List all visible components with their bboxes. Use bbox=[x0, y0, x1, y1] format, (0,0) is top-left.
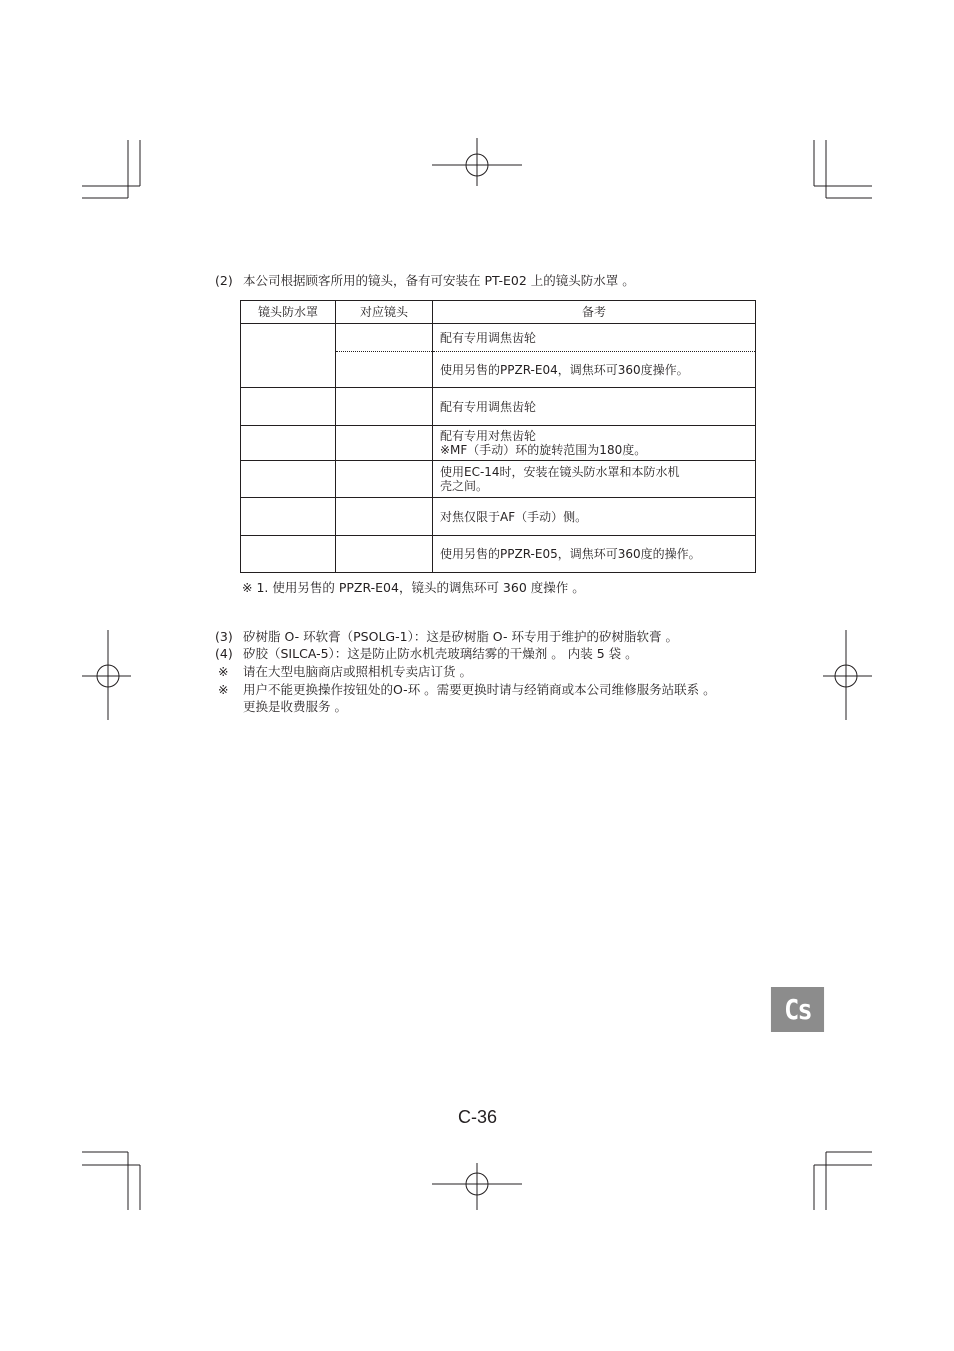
remark-cell: 配有专用调焦齿轮 bbox=[433, 388, 756, 426]
table-footnote: ※ 1. 使用另售的 PPZR-E04，镜头的调焦环可 360 度操作 。 bbox=[242, 580, 585, 595]
lens-cell bbox=[336, 498, 433, 536]
item-text: 本公司根据顾客所用的镜头，备有可安装在 PT-E02 上的镜头防水罩 。 bbox=[243, 273, 635, 288]
remark-cell bbox=[433, 426, 756, 461]
lens-port-cell bbox=[241, 324, 336, 388]
item-number: (4) bbox=[215, 646, 233, 661]
note-mark: ※ bbox=[218, 682, 229, 697]
table-row bbox=[241, 536, 756, 573]
lens-port-cell bbox=[241, 388, 336, 426]
table-row bbox=[241, 324, 756, 352]
remark-cell bbox=[433, 461, 756, 498]
header-compatible-lens: 对应镜头 bbox=[336, 301, 433, 324]
item-text: 请在大型电脑商店或照相机专卖店订货 。 bbox=[243, 664, 472, 679]
lens-port-table bbox=[240, 300, 756, 573]
remark-cell: 使用另售的PPZR-E04，调焦环可360度操作。 bbox=[433, 352, 756, 388]
lens-cell bbox=[336, 461, 433, 498]
table-row bbox=[241, 461, 756, 498]
remark-line: 配有专用对焦齿轮 bbox=[440, 429, 537, 443]
remark-cell: 使用另售的PPZR-E05，调焦环可360度的操作。 bbox=[433, 536, 756, 573]
remark-line: 壳之间。 bbox=[440, 479, 489, 493]
header-lens-port: 镜头防水罩 bbox=[241, 301, 336, 324]
lens-cell bbox=[336, 536, 433, 573]
lens-port-cell bbox=[241, 498, 336, 536]
item-text: 更换是收费服务 。 bbox=[243, 699, 347, 714]
lens-port-cell bbox=[241, 426, 336, 461]
item-text: 用户不能更换操作按钮处的O-环 。需要更换时请与经销商或本公司维修服务站联系 。 bbox=[243, 682, 716, 697]
table-header-row bbox=[241, 301, 756, 324]
item-number: (3) bbox=[215, 629, 233, 644]
remark-line: ※MF（手动）环的旋转范围为180度。 bbox=[440, 443, 647, 457]
remark-cell: 配有专用调焦齿轮 bbox=[433, 324, 756, 352]
table-row bbox=[241, 426, 756, 461]
lens-port-cell bbox=[241, 536, 336, 573]
remark-line: 使用EC-14时，安装在镜头防水罩和本防水机 bbox=[440, 465, 680, 479]
lens-cell bbox=[336, 426, 433, 461]
lens-cell bbox=[336, 352, 433, 388]
language-badge: Cs bbox=[771, 987, 824, 1032]
lens-port-cell bbox=[241, 461, 336, 498]
lens-cell bbox=[336, 324, 433, 352]
page-number: C-36 bbox=[458, 1107, 498, 1127]
header-remarks: 备考 bbox=[433, 301, 756, 324]
note-mark: ※ bbox=[218, 664, 229, 679]
lens-cell bbox=[336, 388, 433, 426]
table-row bbox=[241, 388, 756, 426]
item-text: 矽树脂 O- 环软膏（PSOLG-1）：这是矽树脂 O- 环专用于维护的矽树脂软膏 。 bbox=[243, 629, 678, 644]
table-row bbox=[241, 498, 756, 536]
item-text: 矽胶（SILCA-5）：这是防止防水机壳玻璃结雾的干燥剂 。 内装 5 袋 。 bbox=[243, 646, 638, 661]
remark-cell: 对焦仅限于AF（手动）侧。 bbox=[433, 498, 756, 536]
item-number: (2) bbox=[215, 273, 233, 288]
